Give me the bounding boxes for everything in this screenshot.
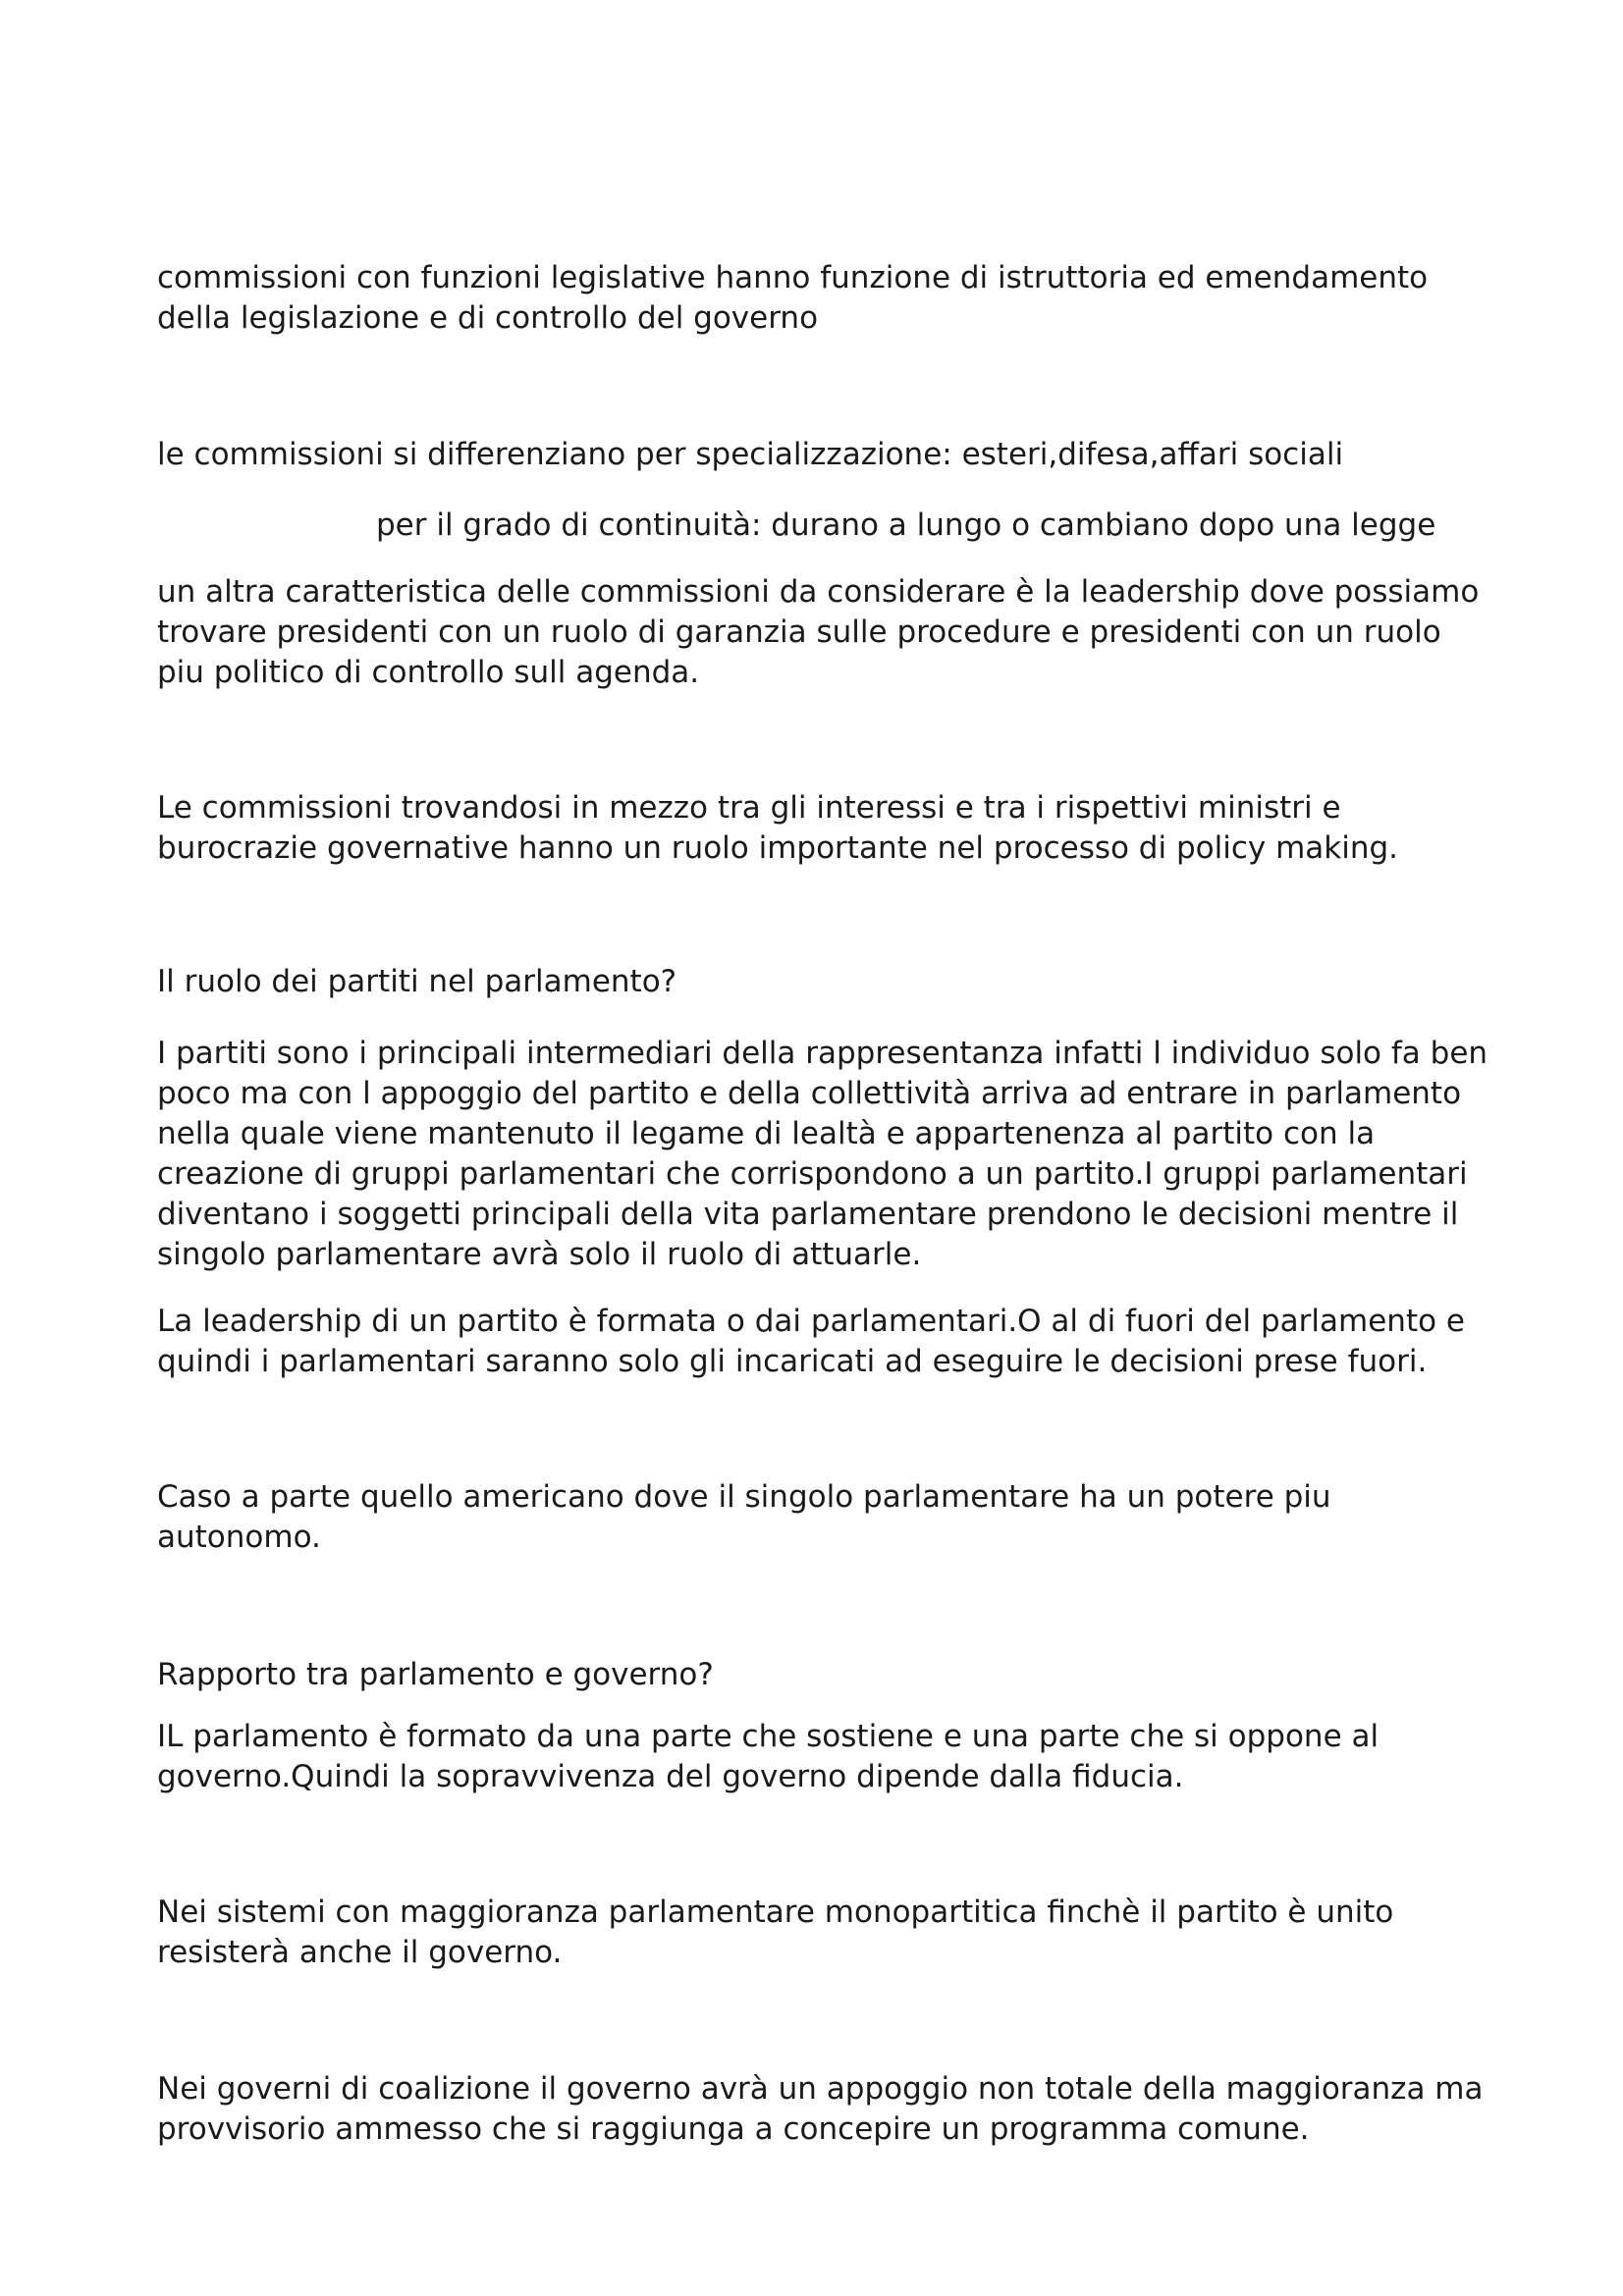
text-line: IL parlamento è formato da una parte che sostiene e una parte che si oppone al [157, 1719, 1380, 1754]
text-line: creazione di gruppi parlamentari che corrispondono a un partito.I gruppi parlamentari [157, 1156, 1468, 1192]
text-line: Nei governi di coalizione il governo avrà un appoggio non totale della maggioranza ma [157, 2071, 1484, 2107]
text-line: un altra caratteristica delle commissioni da considerare è la leadership dove possiamo [157, 574, 1480, 610]
paragraph-partiti-intermediari [157, 1034, 1532, 1275]
paragraph-coalizione [157, 2069, 1532, 2150]
text-line: nella quale viene mantenuto il legame di lealtà e appartenenza al partito con la [157, 1116, 1376, 1151]
text-line: resisterà anche il governo. [157, 1935, 563, 1970]
text-line: Nei sistemi con maggioranza parlamentare monopartitica finchè il partito è unito [157, 1895, 1394, 1930]
paragraph-policy-making [157, 788, 1532, 869]
text-line: piu politico di controllo sull agenda. [157, 655, 700, 690]
paragraph-commissioni-funzioni [157, 258, 1532, 339]
text-line: trovare presidenti con un ruolo di garanzia sulle procedure e presidenti con un ruolo [157, 614, 1441, 650]
text-line: singolo parlamentare avrà solo il ruolo di attuarle. [157, 1237, 922, 1272]
text-line: Rapporto tra parlamento e governo? [157, 1657, 714, 1692]
text-line: le commissioni si differenziano per specializzazione: esteri,difesa,affari sociali [157, 437, 1344, 472]
text-line: della legislazione e di controllo del governo [157, 300, 819, 336]
paragraph-leadership-commissioni [157, 572, 1532, 693]
text-line: diventano i soggetti principali della vita parlamentare prendono le decisioni mentre il [157, 1197, 1459, 1232]
text-line: burocrazie governative hanno un ruolo importante nel processo di policy making. [157, 830, 1399, 866]
paragraph-caso-americano [157, 1477, 1532, 1558]
paragraph-monopartitica [157, 1893, 1532, 1973]
paragraph-fiducia [157, 1717, 1532, 1797]
text-line: provvisorio ammesso che si raggiunga a concepire un programma comune. [157, 2111, 1310, 2147]
text-line: autonomo. [157, 1520, 321, 1555]
text-line: poco ma con l appoggio del partito e della collettività arriva ad entrare in parlamento [157, 1076, 1462, 1111]
text-line: commissioni con funzioni legislative hanno funzione di istruttoria ed emendamento [157, 260, 1429, 295]
heading-rapporto-parlamento-governo [157, 1655, 1532, 1695]
text-line: Le commissioni trovandosi in mezzo tra gli interessi e tra i rispettivi ministri e [157, 790, 1341, 826]
text-line: La leadership di un partito è formata o dai parlamentari.O al di fuori del parlamento e [157, 1304, 1465, 1339]
heading-ruolo-partiti [157, 962, 1532, 1002]
paragraph-leadership-partito [157, 1302, 1532, 1382]
text-line: quindi i parlamentari saranno solo gli incaricati ad eseguire le decisioni prese fuori. [157, 1344, 1428, 1379]
text-line: governo.Quindi la sopravvivenza del governo dipende dalla fiducia. [157, 1759, 1184, 1794]
text-line: Il ruolo dei partiti nel parlamento? [157, 964, 677, 999]
paragraph-continuita [376, 506, 1623, 546]
paragraph-specializzazione [157, 435, 1532, 475]
text-line: per il grado di continuità: durano a lungo o cambiano dopo una legge [376, 507, 1436, 543]
text-line: I partiti sono i principali intermediari della rappresentanza infatti l individuo solo fa ben [157, 1036, 1488, 1071]
text-line: Caso a parte quello americano dove il singolo parlamentare ha un potere piu [157, 1479, 1331, 1515]
